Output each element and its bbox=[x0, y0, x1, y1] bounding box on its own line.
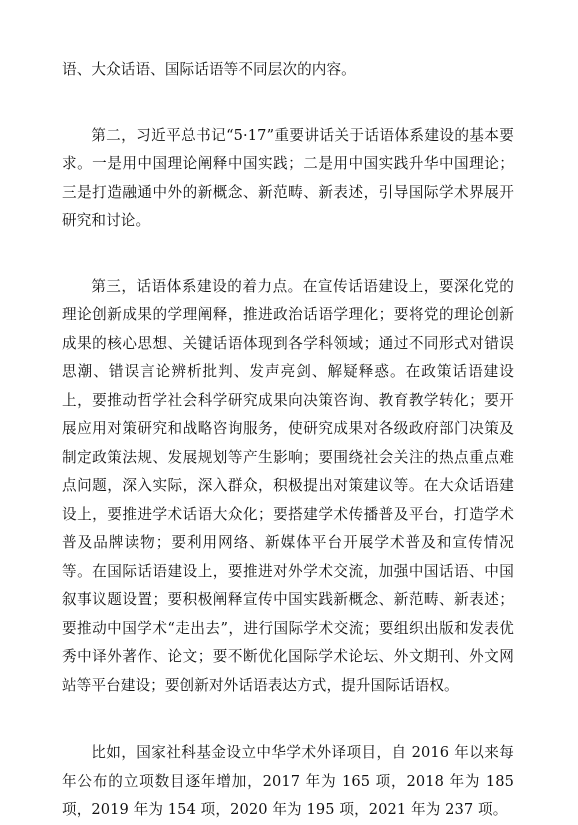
paragraph-gap bbox=[62, 700, 514, 739]
paragraph-basic-requirements: 第二，习近平总书记“5·17”重要讲话关于话语体系建设的基本要求。一是用中国理论阐释中国实践；二是用中国实践升华中国理论；三是打造融通中外的新概念、新范畴、新表述，引导国际学术界展开研究和讨论。 bbox=[62, 126, 514, 229]
paragraph-focus-points: 第三，话语体系建设的着力点。在宣传话语建设上，要深化党的理论创新成果的学理阐释，推进政治话语学理化；要将党的理论创新成果的核心思想、关键话语体现到各学科领域；通过不同形式对错误思潮、错误言论辨析批判、发声亮剑、解疑释惑。在政策话语建设上，要推动哲学社会科学研究成果向决策咨询、教育教学转化；要开展应用对策研究和战略咨询服务，使研究成果对各级政府部门决策及制定政策法规、发展规划等产生影响；要围绕社会关注的热点重点难点问题，深入实际，深入群众，积极提出对策建议等。在大众话语建设上，要推进学术话语大众化；要搭建学术传播普及平台，打造学术普及品牌读物；要利用网络、新媒体平台开展学术普及和宣传情况等。在国际话语建设上，要推进对外学术交流，加强中国话语、中国叙事议题设置；要积极阐释宣传中国实践新概念、新范畴、新表述；要推动中国学术“走出去”，进行国际学术交流；要组织出版和发表优秀中译外著作、论文；要不断优化国际学术论坛、外文期刊、外文网站等平台建设；要创新对外话语表达方式，提升国际话语权。 bbox=[62, 277, 514, 694]
document-page bbox=[62, 56, 514, 825]
paragraph-gap bbox=[62, 236, 514, 273]
paragraph-gap bbox=[62, 85, 514, 122]
paragraph-continuation: 语、大众话语、国际话语等不同层次的内容。 bbox=[62, 61, 356, 78]
paragraph-example-statistics: 比如，国家社科基金设立中华学术外译项目，自 2016 年以来每年公布的立项数目逐年增加，2017 年为 165 项，2018 年为 185 项，2019 年为 154 项，2020 年为 195 项，2021 年为 237 项。 bbox=[62, 744, 514, 818]
